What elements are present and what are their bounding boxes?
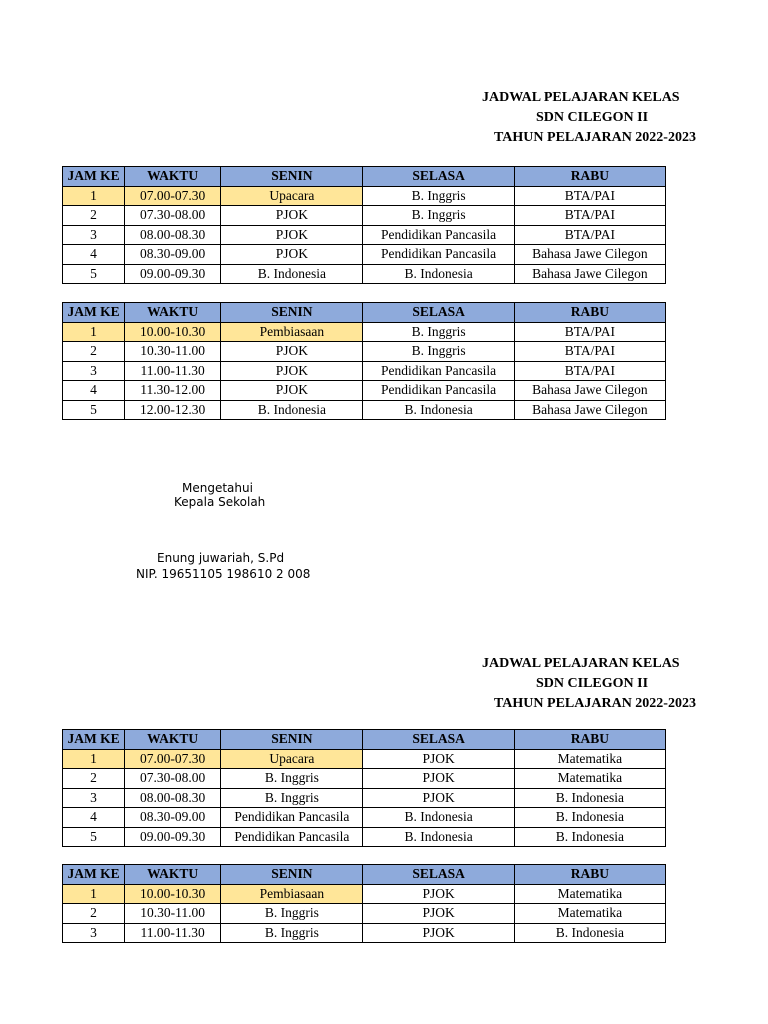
rabu-cell: Bahasa Jawe Cilegon bbox=[514, 381, 665, 401]
selasa-cell: PJOK bbox=[363, 904, 514, 924]
table-row bbox=[63, 788, 666, 808]
table-row bbox=[63, 245, 666, 265]
senin-cell: Upacara bbox=[221, 186, 363, 206]
column-header: RABU bbox=[514, 167, 665, 187]
table-row bbox=[63, 884, 666, 904]
rabu-cell: Matematika bbox=[514, 769, 665, 789]
selasa-cell: PJOK bbox=[363, 749, 514, 769]
principal-label: Kepala Sekolah bbox=[174, 495, 266, 509]
waktu-cell: 10.30-11.00 bbox=[125, 904, 221, 924]
senin-cell: PJOK bbox=[221, 245, 363, 265]
selasa-cell: Pendidikan Pancasila bbox=[363, 381, 514, 401]
senin-cell: Pendidikan Pancasila bbox=[221, 808, 363, 828]
rabu-cell: Bahasa Jawe Cilegon bbox=[514, 400, 665, 420]
selasa-cell: B. Indonesia bbox=[363, 400, 514, 420]
waktu-cell: 10.00-10.30 bbox=[125, 884, 221, 904]
senin-cell: B. Inggris bbox=[221, 923, 363, 943]
rabu-cell: BTA/PAI bbox=[514, 206, 665, 226]
waktu-cell: 11.00-11.30 bbox=[125, 361, 221, 381]
column-header: WAKTU bbox=[125, 167, 221, 187]
title-line-2: SDN CILEGON II bbox=[536, 676, 649, 691]
column-header: JAM KE bbox=[63, 865, 125, 885]
jam-ke-cell: 3 bbox=[63, 788, 125, 808]
schedule-table bbox=[62, 729, 666, 847]
column-header: SENIN bbox=[221, 730, 363, 750]
selasa-cell: Pendidikan Pancasila bbox=[363, 245, 514, 265]
selasa-cell: B. Inggris bbox=[363, 322, 514, 342]
table-row bbox=[63, 342, 666, 362]
waktu-cell: 07.30-08.00 bbox=[125, 206, 221, 226]
senin-cell: Upacara bbox=[221, 749, 363, 769]
senin-cell: PJOK bbox=[221, 206, 363, 226]
jam-ke-cell: 5 bbox=[63, 264, 125, 284]
selasa-cell: Pendidikan Pancasila bbox=[363, 361, 514, 381]
waktu-cell: 07.00-07.30 bbox=[125, 186, 221, 206]
jam-ke-cell: 3 bbox=[63, 225, 125, 245]
principal-name: Enung juwariah, S.Pd bbox=[157, 551, 285, 565]
jam-ke-cell: 2 bbox=[63, 342, 125, 362]
jam-ke-cell: 4 bbox=[63, 245, 125, 265]
waktu-cell: 07.30-08.00 bbox=[125, 769, 221, 789]
rabu-cell: Matematika bbox=[514, 904, 665, 924]
column-header: SELASA bbox=[363, 303, 514, 323]
senin-cell: PJOK bbox=[221, 381, 363, 401]
rabu-cell: Bahasa Jawe Cilegon bbox=[514, 264, 665, 284]
table-row bbox=[63, 264, 666, 284]
column-header: JAM KE bbox=[63, 167, 125, 187]
waktu-cell: 10.30-11.00 bbox=[125, 342, 221, 362]
jam-ke-cell: 4 bbox=[63, 808, 125, 828]
schedule-table bbox=[62, 302, 666, 420]
column-header: WAKTU bbox=[125, 303, 221, 323]
rabu-cell: B. Indonesia bbox=[514, 827, 665, 847]
table-row bbox=[63, 923, 666, 943]
column-header: SELASA bbox=[363, 865, 514, 885]
title-line-3: TAHUN PELAJARAN 2022-2023 bbox=[494, 130, 696, 145]
jam-ke-cell: 1 bbox=[63, 186, 125, 206]
title-line-1: JADWAL PELAJARAN KELAS bbox=[482, 656, 680, 671]
table-row bbox=[63, 186, 666, 206]
rabu-cell: Matematika bbox=[514, 749, 665, 769]
rabu-cell: B. Indonesia bbox=[514, 923, 665, 943]
column-header: SENIN bbox=[221, 865, 363, 885]
column-header: SELASA bbox=[363, 730, 514, 750]
waktu-cell: 11.30-12.00 bbox=[125, 381, 221, 401]
column-header: SENIN bbox=[221, 167, 363, 187]
table-row bbox=[63, 225, 666, 245]
jam-ke-cell: 1 bbox=[63, 884, 125, 904]
column-header: JAM KE bbox=[63, 303, 125, 323]
waktu-cell: 10.00-10.30 bbox=[125, 322, 221, 342]
selasa-cell: B. Indonesia bbox=[363, 264, 514, 284]
waktu-cell: 08.30-09.00 bbox=[125, 245, 221, 265]
waktu-cell: 11.00-11.30 bbox=[125, 923, 221, 943]
rabu-cell: BTA/PAI bbox=[514, 322, 665, 342]
jam-ke-cell: 5 bbox=[63, 827, 125, 847]
column-header: JAM KE bbox=[63, 730, 125, 750]
selasa-cell: B. Inggris bbox=[363, 186, 514, 206]
waktu-cell: 09.00-09.30 bbox=[125, 264, 221, 284]
selasa-cell: PJOK bbox=[363, 884, 514, 904]
senin-cell: PJOK bbox=[221, 361, 363, 381]
table-row bbox=[63, 322, 666, 342]
senin-cell: PJOK bbox=[221, 225, 363, 245]
selasa-cell: PJOK bbox=[363, 923, 514, 943]
table-row bbox=[63, 769, 666, 789]
rabu-cell: BTA/PAI bbox=[514, 225, 665, 245]
senin-cell: B. Indonesia bbox=[221, 400, 363, 420]
senin-cell: B. Inggris bbox=[221, 904, 363, 924]
waktu-cell: 08.00-08.30 bbox=[125, 788, 221, 808]
jam-ke-cell: 2 bbox=[63, 769, 125, 789]
waktu-cell: 08.00-08.30 bbox=[125, 225, 221, 245]
table-header-row bbox=[63, 865, 666, 885]
table-row bbox=[63, 361, 666, 381]
schedule-table bbox=[62, 864, 666, 943]
column-header: SELASA bbox=[363, 167, 514, 187]
schedule-title-2 bbox=[430, 654, 696, 716]
title-line-2: SDN CILEGON II bbox=[536, 110, 649, 125]
column-header: WAKTU bbox=[125, 730, 221, 750]
selasa-cell: B. Inggris bbox=[363, 342, 514, 362]
table-row bbox=[63, 749, 666, 769]
column-header: SENIN bbox=[221, 303, 363, 323]
waktu-cell: 08.30-09.00 bbox=[125, 808, 221, 828]
rabu-cell: B. Indonesia bbox=[514, 808, 665, 828]
senin-cell: B. Inggris bbox=[221, 788, 363, 808]
waktu-cell: 07.00-07.30 bbox=[125, 749, 221, 769]
table-row bbox=[63, 904, 666, 924]
title-line-1: JADWAL PELAJARAN KELAS bbox=[482, 90, 680, 105]
table-row bbox=[63, 827, 666, 847]
senin-cell: Pembiasaan bbox=[221, 884, 363, 904]
waktu-cell: 09.00-09.30 bbox=[125, 827, 221, 847]
rabu-cell: BTA/PAI bbox=[514, 186, 665, 206]
waktu-cell: 12.00-12.30 bbox=[125, 400, 221, 420]
rabu-cell: Bahasa Jawe Cilegon bbox=[514, 245, 665, 265]
selasa-cell: B. Indonesia bbox=[363, 827, 514, 847]
senin-cell: Pembiasaan bbox=[221, 322, 363, 342]
rabu-cell: Matematika bbox=[514, 884, 665, 904]
table-header-row bbox=[63, 730, 666, 750]
title-line-3: TAHUN PELAJARAN 2022-2023 bbox=[494, 696, 696, 711]
senin-cell: Pendidikan Pancasila bbox=[221, 827, 363, 847]
table-row bbox=[63, 808, 666, 828]
column-header: RABU bbox=[514, 303, 665, 323]
table-header-row bbox=[63, 167, 666, 187]
jam-ke-cell: 1 bbox=[63, 322, 125, 342]
jam-ke-cell: 2 bbox=[63, 206, 125, 226]
jam-ke-cell: 4 bbox=[63, 381, 125, 401]
table-row bbox=[63, 400, 666, 420]
table-row bbox=[63, 381, 666, 401]
selasa-cell: B. Inggris bbox=[363, 206, 514, 226]
rabu-cell: BTA/PAI bbox=[514, 342, 665, 362]
jam-ke-cell: 3 bbox=[63, 923, 125, 943]
senin-cell: B. Inggris bbox=[221, 769, 363, 789]
selasa-cell: B. Indonesia bbox=[363, 808, 514, 828]
selasa-cell: Pendidikan Pancasila bbox=[363, 225, 514, 245]
table-header-row bbox=[63, 303, 666, 323]
jam-ke-cell: 1 bbox=[63, 749, 125, 769]
selasa-cell: PJOK bbox=[363, 788, 514, 808]
jam-ke-cell: 5 bbox=[63, 400, 125, 420]
schedule-table bbox=[62, 166, 666, 284]
jam-ke-cell: 3 bbox=[63, 361, 125, 381]
senin-cell: B. Indonesia bbox=[221, 264, 363, 284]
schedule-title-1 bbox=[430, 88, 696, 150]
column-header: RABU bbox=[514, 730, 665, 750]
acknowledged-label: Mengetahui bbox=[182, 481, 253, 495]
column-header: WAKTU bbox=[125, 865, 221, 885]
principal-nip: NIP. 19651105 198610 2 008 bbox=[136, 567, 311, 581]
column-header: RABU bbox=[514, 865, 665, 885]
senin-cell: PJOK bbox=[221, 342, 363, 362]
jam-ke-cell: 2 bbox=[63, 904, 125, 924]
rabu-cell: B. Indonesia bbox=[514, 788, 665, 808]
rabu-cell: BTA/PAI bbox=[514, 361, 665, 381]
selasa-cell: PJOK bbox=[363, 769, 514, 789]
table-row bbox=[63, 206, 666, 226]
